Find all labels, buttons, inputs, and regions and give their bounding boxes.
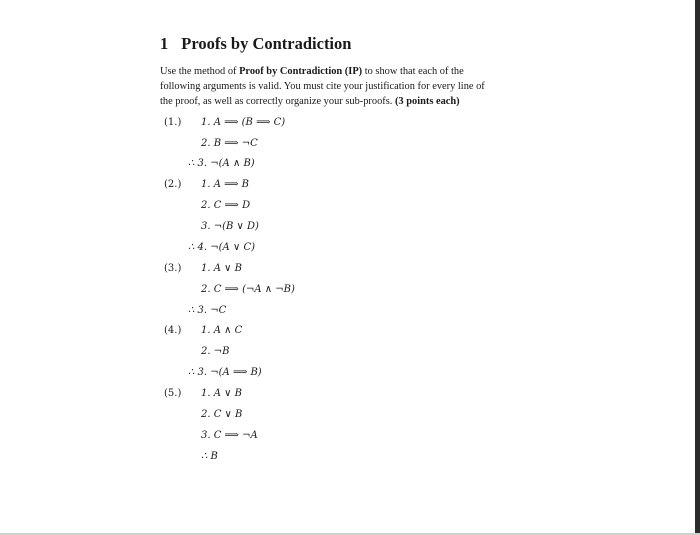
problem-4-premise-2: 2. ¬B: [201, 346, 230, 357]
problem-1-premise-1: 1. A ⟹ (B ⟹ C): [201, 117, 286, 128]
problem-5-premise-2: 2. C ∨ B: [201, 409, 243, 420]
page-edge-right: [695, 0, 700, 535]
problem-4-conclusion: ∴ 3. ¬(A ⟹ B): [188, 367, 262, 378]
problem-1-conclusion: ∴ 3. ¬(A ∧ B): [188, 158, 255, 169]
instructions-line-3: [160, 94, 568, 109]
problem-2-premise-1: 1. A ⟹ B: [201, 179, 249, 190]
problem-1-premise-2: 2. B ⟹ ¬C: [201, 138, 258, 149]
problem-5-label: (5.): [164, 388, 182, 399]
problem-2-premise-3: 3. ¬(B ∨ D): [201, 221, 259, 232]
instructions-points: (3 points each): [394, 96, 460, 107]
problem-5-premise-1: 1. A ∨ B: [201, 388, 242, 399]
instructions-paragraph: [160, 64, 568, 109]
problem-4-label: (4.): [164, 325, 182, 336]
instructions-line-1: [160, 64, 568, 79]
problem-3-premise-1: 1. A ∨ B: [201, 263, 242, 274]
problem-2-premise-2: 2. C ⟹ D: [201, 200, 251, 211]
problem-3-premise-2: 2. C ⟹ (¬A ∧ ¬B): [201, 284, 295, 295]
instructions-method-name: Proof by Contradiction (IP): [239, 66, 363, 77]
problem-1-label: (1.): [164, 117, 182, 128]
problem-4-premise-1: 1. A ∧ C: [201, 325, 243, 336]
problem-3-conclusion: ∴ 3. ¬C: [188, 305, 227, 316]
instructions-text: the proof, as well as correctly organize your sub-proofs.: [160, 96, 395, 107]
instructions-line-2: following arguments is valid. You must cite your justification for every line of: [160, 81, 485, 92]
problem-3-label: (3.): [164, 263, 182, 274]
problem-5-conclusion: ∴ B: [201, 451, 218, 462]
section-number: 1: [160, 34, 169, 53]
instructions-text: Use the method of: [160, 66, 240, 77]
problem-5-premise-3: 3. C ⟹ ¬A: [201, 430, 258, 441]
problem-2-conclusion: ∴ 4. ¬(A ∨ C): [188, 242, 255, 253]
instructions-text: to show that each of the: [362, 66, 464, 77]
section-title: Proofs by Contradiction: [181, 34, 352, 53]
problem-2-label: (2.): [164, 179, 182, 190]
section-heading: [160, 34, 351, 54]
